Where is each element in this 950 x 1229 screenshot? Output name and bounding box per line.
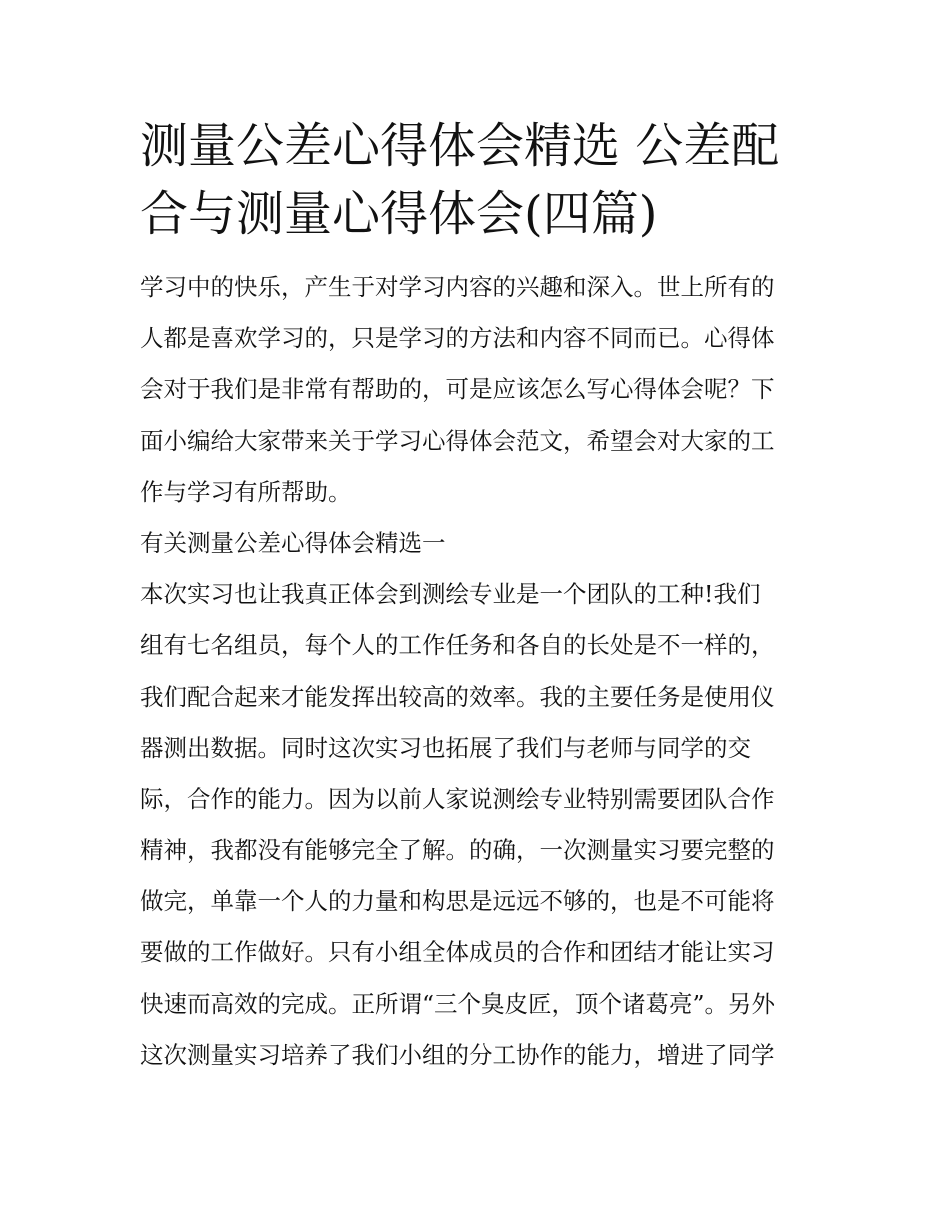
- section-line: 这次测量实习培养了我们小组的分工协作的能力，增进了同学: [140, 1040, 775, 1069]
- section-line: 精神，我都没有能够完全了解。的确，一次测量实习要完整的: [140, 836, 775, 865]
- section-line: 我们配合起来才能发挥出较高的效率。我的主要任务是使用仪: [140, 682, 775, 711]
- document-content: [140, 112, 812, 1081]
- intro-line: 作与学习有所帮助。: [140, 477, 352, 506]
- document-title: [140, 112, 812, 248]
- section-paragraph: [140, 569, 812, 1081]
- section-line: 要做的工作做好。只有小组全体成员的合作和团结才能让实习: [140, 938, 775, 967]
- section-line: 际，合作的能力。因为以前人家说测绘专业特别需要团队合作: [140, 784, 775, 813]
- section-line: 组有七名组员，每个人的工作任务和各自的长处是不一样的，: [140, 631, 775, 660]
- section-line: 快速而高效的完成。正所谓“三个臭皮匠，顶个诸葛亮”。另外: [140, 989, 776, 1018]
- title-line: 测量公差心得体会精选 公差配: [140, 118, 780, 174]
- intro-paragraph: [140, 262, 812, 518]
- intro-line: 人都是喜欢学习的，只是学习的方法和内容不同而已。心得体: [140, 324, 775, 353]
- title-line: 合与测量心得体会(四篇): [140, 186, 658, 242]
- section-line: 本次实习也让我真正体会到测绘专业是一个团队的工种!我们: [140, 580, 761, 609]
- intro-line: 会对于我们是非常有帮助的，可是应该怎么写心得体会呢？下: [140, 375, 775, 404]
- section-heading: 有关测量公差心得体会精选一: [140, 528, 446, 557]
- document-body: [140, 262, 812, 1081]
- intro-line: 学习中的快乐，产生于对学习内容的兴趣和深入。世上所有的: [140, 273, 775, 301]
- section-line: 器测出数据。同时这次实习也拓展了我们与老师与同学的交: [140, 733, 751, 762]
- section-line: 做完，单靠一个人的力量和构思是远远不够的，也是不可能将: [140, 887, 775, 916]
- intro-line: 面小编给大家带来关于学习心得体会范文，希望会对大家的工: [140, 426, 775, 455]
